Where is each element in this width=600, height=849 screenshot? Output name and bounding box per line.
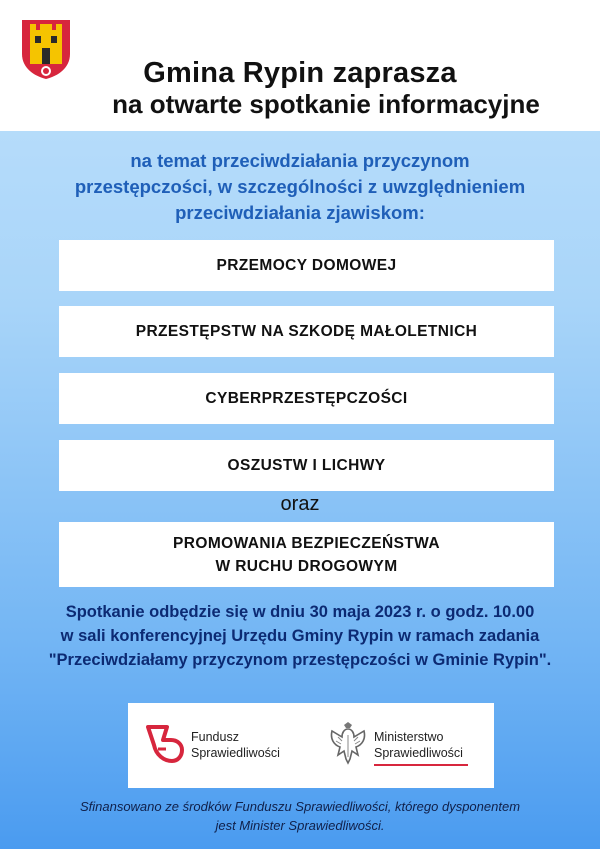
fund-logo-line: Sprawiedliwości xyxy=(191,746,280,760)
topic-label: CYBERPRZESTĘPCZOŚCI xyxy=(205,390,408,407)
sponsor-logos-panel xyxy=(128,703,494,788)
intro-text xyxy=(20,148,580,226)
topic-box-road-safety xyxy=(59,522,554,587)
ministry-logo-line: Ministerstwo xyxy=(374,730,444,744)
header-band xyxy=(0,0,600,131)
ministry-logo-text xyxy=(374,729,463,761)
meeting-line: Spotkanie odbędzie się w dniu 30 maja 2023 r. o godz. 10.00 xyxy=(65,603,535,621)
ministry-red-underline xyxy=(374,764,468,766)
page-title: Gmina Rypin zaprasza xyxy=(143,57,457,89)
meeting-line: w sali konferencyjnej Urzędu Gminy Rypin w ramach zadania xyxy=(60,627,540,645)
fundusz-sprawiedliwosci-logo-icon xyxy=(144,723,184,767)
topic-box-crimes-against-minors xyxy=(59,306,554,357)
meeting-details xyxy=(10,600,590,672)
ministry-logo-line: Sprawiedliwości xyxy=(374,746,463,760)
intro-line: przestępczości, w szczególności z uwzględnieniem xyxy=(74,176,526,197)
topic-label: PRZESTĘPSTW NA SZKODĘ MAŁOLETNICH xyxy=(135,323,478,340)
fund-logo-line: Fundusz xyxy=(191,730,239,744)
topic-box-fraud-usury xyxy=(59,440,554,491)
funding-footer xyxy=(10,797,590,835)
topic-label: PROMOWANIA BEZPIECZEŃSTWA xyxy=(173,534,440,552)
fund-logo-text xyxy=(191,729,280,761)
polish-eagle-emblem-icon xyxy=(328,721,368,767)
footer-line: jest Minister Sprawiedliwości. xyxy=(215,818,385,833)
meeting-line: "Przeciwdziałamy przyczynom przestępczości w Gminie Rypin". xyxy=(48,651,552,669)
topic-label: W RUCHU DROGOWYM xyxy=(215,557,398,575)
topic-box-domestic-violence xyxy=(59,240,554,291)
footer-line: Sfinansowano ze środków Funduszu Sprawiedliwości, którego dysponentem xyxy=(79,799,521,814)
conjunction-text: oraz xyxy=(280,493,320,515)
intro-line: przeciwdziałania zjawiskom: xyxy=(175,202,425,223)
topic-label: OSZUSTW I LICHWY xyxy=(227,457,386,474)
intro-line: na temat przeciwdziałania przyczynom xyxy=(130,150,470,171)
topic-box-cybercrime xyxy=(59,373,554,424)
topic-label: PRZEMOCY DOMOWEJ xyxy=(216,257,397,274)
page-subtitle: na otwarte spotkanie informacyjne xyxy=(112,89,540,119)
